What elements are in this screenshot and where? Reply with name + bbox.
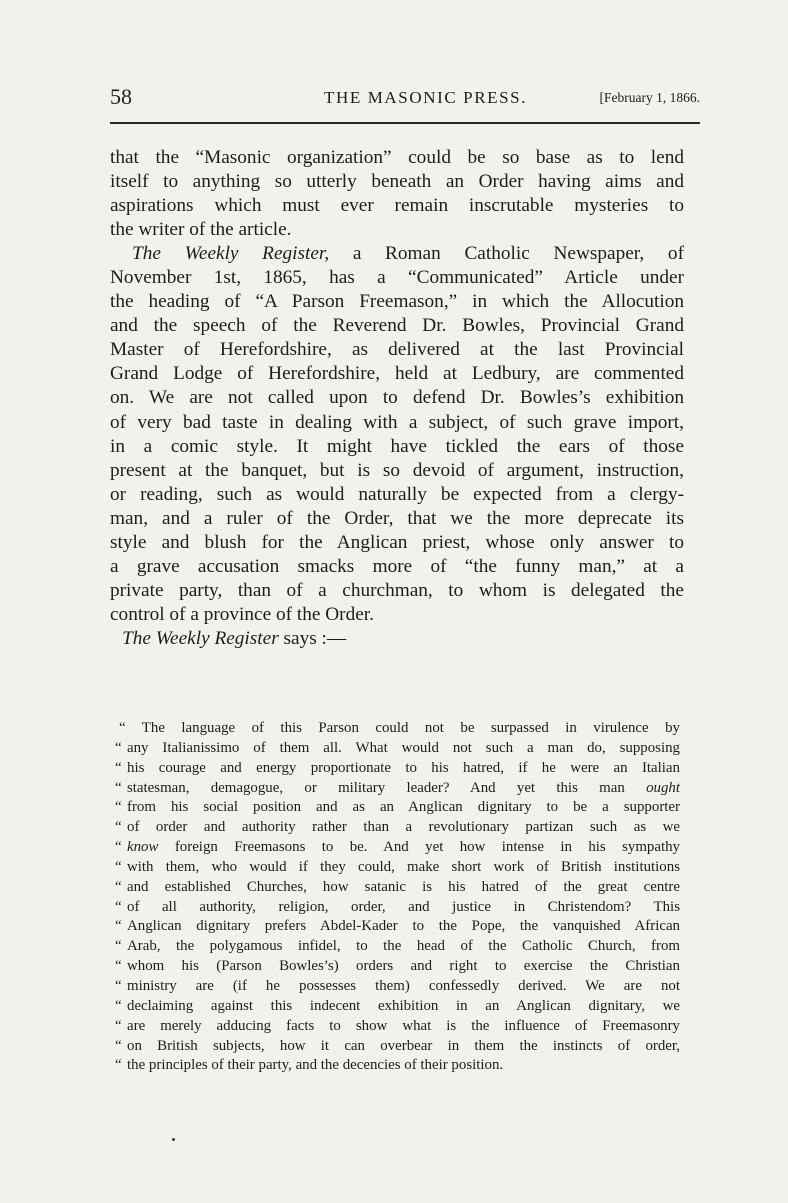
body-line: control of a province of the Order.	[110, 603, 374, 625]
body-line: that the “Masonic organization” could be so base as to lend	[110, 147, 684, 168]
body-line: the writer of the article.	[110, 219, 292, 241]
quote-line: “ The language of this Parson could not be surpassed in virulence by	[119, 720, 680, 736]
page-header	[110, 84, 700, 118]
quote-line: “ the principles of their party, and the decencies of their position.	[115, 1057, 504, 1074]
quote-line: “ of all authority, religion, order, and justice in Christendom? This	[115, 898, 680, 915]
article-body	[110, 146, 684, 651]
italic-title: The Weekly Register	[122, 627, 279, 649]
body-line: style and blush for the Anglican priest, whose only answer to	[110, 531, 684, 553]
body-line: of very bad taste in dealing with a subject, of such grave import,	[110, 411, 684, 433]
body-line: November 1st, 1865, has a “Communicated” Article under	[110, 267, 684, 289]
page-number: 58	[110, 84, 132, 109]
quoted-passage	[115, 719, 680, 1076]
quote-line: “ from his social position and as an Anglican dignitary to be a supporter	[115, 799, 680, 816]
italic-title: The Weekly Register,	[132, 243, 330, 265]
body-line: man, and a ruler of the Order, that we the more deprecate its	[110, 507, 684, 529]
quote-line: “ whom his (Parson Bowles’s) orders and right to exercise the Christian	[115, 958, 680, 975]
quote-line: “ with them, who would if they could, make short work of British institutions	[115, 858, 680, 875]
quote-line: “ and established Churches, how satanic is his hatred of the great centre	[115, 878, 680, 895]
quote-line: “ are merely adducing facts to show what is the influence of Freemasonry	[115, 1017, 680, 1034]
quote-intro: The Weekly Register says :—	[122, 627, 347, 649]
quote-line: “ ministry are (if he possesses them) confessedly derived. We are not	[115, 977, 680, 994]
body-line: Master of Herefordshire, as delivered at the last Provincial	[110, 339, 684, 361]
quote-line: “ on British subjects, how it can overbear in them the instincts of order,	[115, 1037, 680, 1054]
quote-line: “ his courage and energy proportionate to his hatred, if he were an Italian	[115, 759, 680, 776]
body-line: a grave accusation smacks more of “the funny man,” at a	[110, 555, 684, 577]
ink-speck	[172, 1138, 175, 1141]
publication-title: THE MASONIC PRESS.	[324, 88, 528, 107]
body-line: or reading, such as would naturally be expected from a clergy-	[110, 483, 684, 505]
body-line: in a comic style. It might have tickled the ears of those	[110, 435, 684, 457]
issue-date: [February 1, 1866.	[599, 90, 700, 105]
body-line: aspirations which must ever remain inscrutable mysteries to	[110, 195, 684, 217]
body-line: the heading of “A Parson Freemason,” in which the Allocution	[110, 291, 684, 313]
quote-line: “ any Italianissimo of them all. What would not such a man do, supposing	[115, 739, 680, 756]
body-line: and the speech of the Reverend Dr. Bowles, Provincial Grand	[110, 315, 684, 337]
body-line: present at the banquet, but is so devoid of argument, instruction,	[110, 459, 684, 481]
body-line: itself to anything so utterly beneath an Order having aims and	[110, 171, 684, 193]
quote-line: “ statesman, demagogue, or military leader? And yet this man ought	[115, 779, 680, 796]
quote-line: “ of order and authority rather than a revolutionary partizan such as we	[115, 819, 680, 836]
body-line: on. We are not called upon to defend Dr. Bowles’s exhibition	[110, 387, 684, 409]
quote-line: “ declaiming against this indecent exhibition in an Anglican dignitary, we	[115, 997, 680, 1014]
header-rule	[110, 122, 700, 124]
quote-line: “ Arab, the polygamous infidel, to the head of the Catholic Church, from	[115, 938, 680, 955]
quote-line: “ Anglican dignitary prefers Abdel-Kader to the Pope, the vanquished African	[115, 918, 680, 935]
body-line: Grand Lodge of Herefordshire, held at Ledbury, are commented	[110, 363, 684, 385]
body-line: The Weekly Register, a Roman Catholic Newspaper, of	[132, 243, 684, 265]
body-line: private party, than of a churchman, to whom is delegated the	[110, 579, 684, 601]
quote-line: “ know foreign Freemasons to be. And yet how intense in his sympathy	[115, 839, 680, 856]
